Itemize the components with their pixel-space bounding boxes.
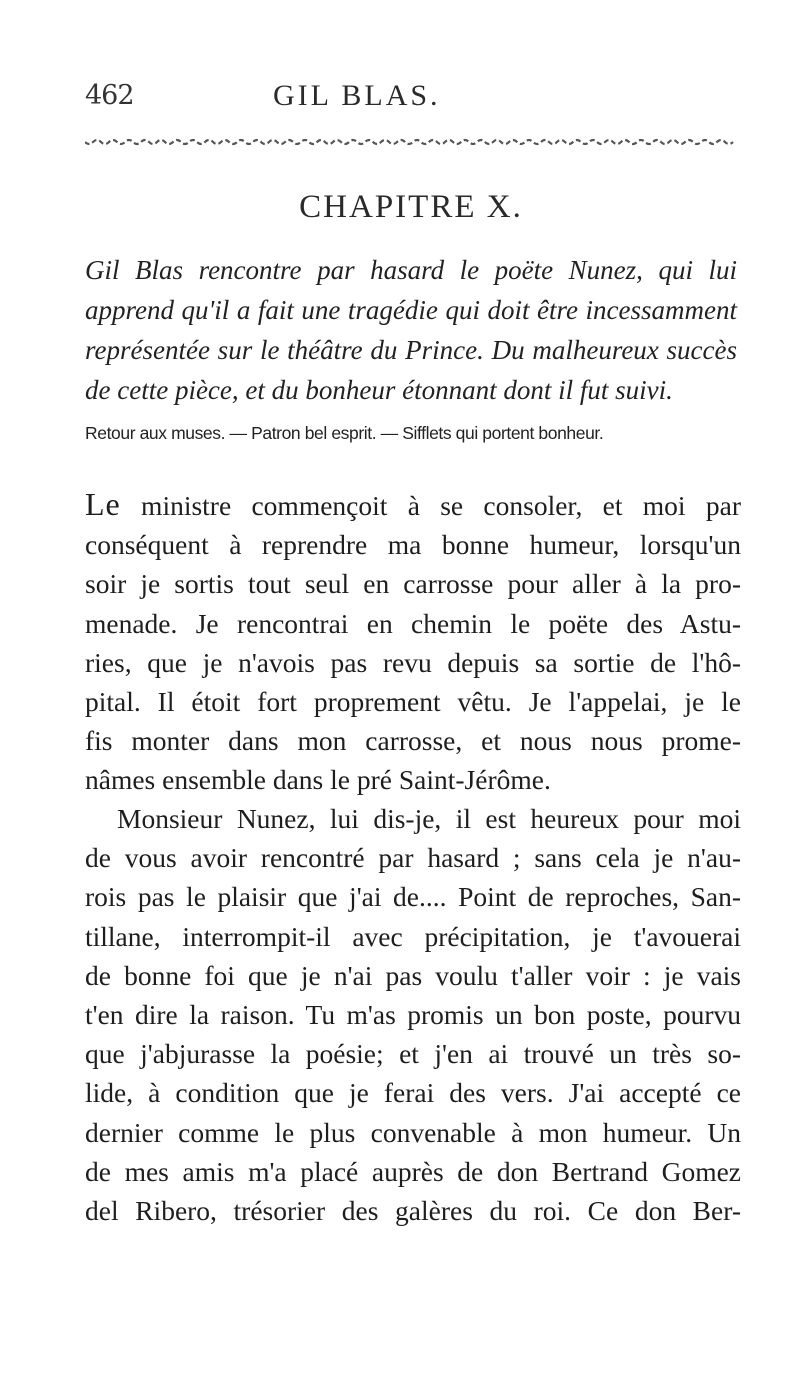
text-line: del Ribero, trésorier des galères du roi. Ce don Ber- [85, 1195, 741, 1227]
text-line: dernier comme le plus convenable à mon humeur. Un [85, 1116, 741, 1148]
ornamental-rule [85, 137, 737, 151]
chapter-title: CHAPITRE X. [299, 189, 523, 225]
text-line: Le ministre commençoit à se consoler, et moi par [85, 486, 741, 522]
chapter-topics: Retour aux muses. — Patron bel esprit. — Sifflets qui portent bonheur. [85, 423, 604, 443]
text-line: de mes amis m'a placé auprès de don Bertrand Gomez [85, 1155, 741, 1187]
paragraph-2 [85, 799, 741, 1230]
text-line: soir je sortis tout seul en carrosse pour aller à la pro- [85, 568, 741, 600]
text-line: menade. Je rencontrai en chemin le poëte des Astu- [85, 607, 741, 639]
running-title: GIL BLAS. [273, 79, 441, 112]
text-line: tillane, interrompit-il avec précipitation, je t'avouerai [85, 920, 741, 952]
text-line: lide, à condition que je ferai des vers. J'ai accepté ce [85, 1077, 741, 1109]
text-line: rois pas le plaisir que j'ai de.... Point de reproches, San- [85, 881, 741, 913]
text-line: ries, que je n'avois pas revu depuis sa sortie de l'hô- [85, 646, 741, 678]
text-line: nâmes ensemble dans le pré Saint-Jérôme. [85, 764, 551, 796]
page-number: 462 [85, 80, 134, 111]
text-line: pital. Il étoit fort proprement vêtu. Je l'appelai, je le [85, 686, 741, 718]
text-line: de bonne foi que je n'ai pas voulu t'aller voir : je vais [85, 959, 741, 991]
paragraph-1 [85, 485, 741, 800]
drop-cap: Le [85, 486, 121, 522]
text-line: Monsieur Nunez, lui dis-je, il est heureux pour moi [117, 803, 741, 834]
text-line: que j'abjurasse la poésie; et j'en ai trouvé un très so- [85, 1038, 741, 1070]
text-line: fis monter dans mon carrosse, et nous nous prome- [85, 725, 741, 757]
chapter-summary: Gil Blas rencontre par hasard le poëte Nunez, qui lui apprend qu'il a fait une tragédie qui doit être incessamment représentée sur le théâtre du Prince. Du malheureux succès de cette pièce, et du bonheur étonnant dont il fut suivi. [85, 255, 737, 405]
text-line: t'en dire la raison. Tu m'as promis un bon poste, pourvu [85, 999, 741, 1031]
text-line: conséquent à reprendre ma bonne humeur, lorsqu'un [85, 529, 741, 561]
text-line: de vous avoir rencontré par hasard ; sans cela je n'au- [85, 842, 741, 874]
